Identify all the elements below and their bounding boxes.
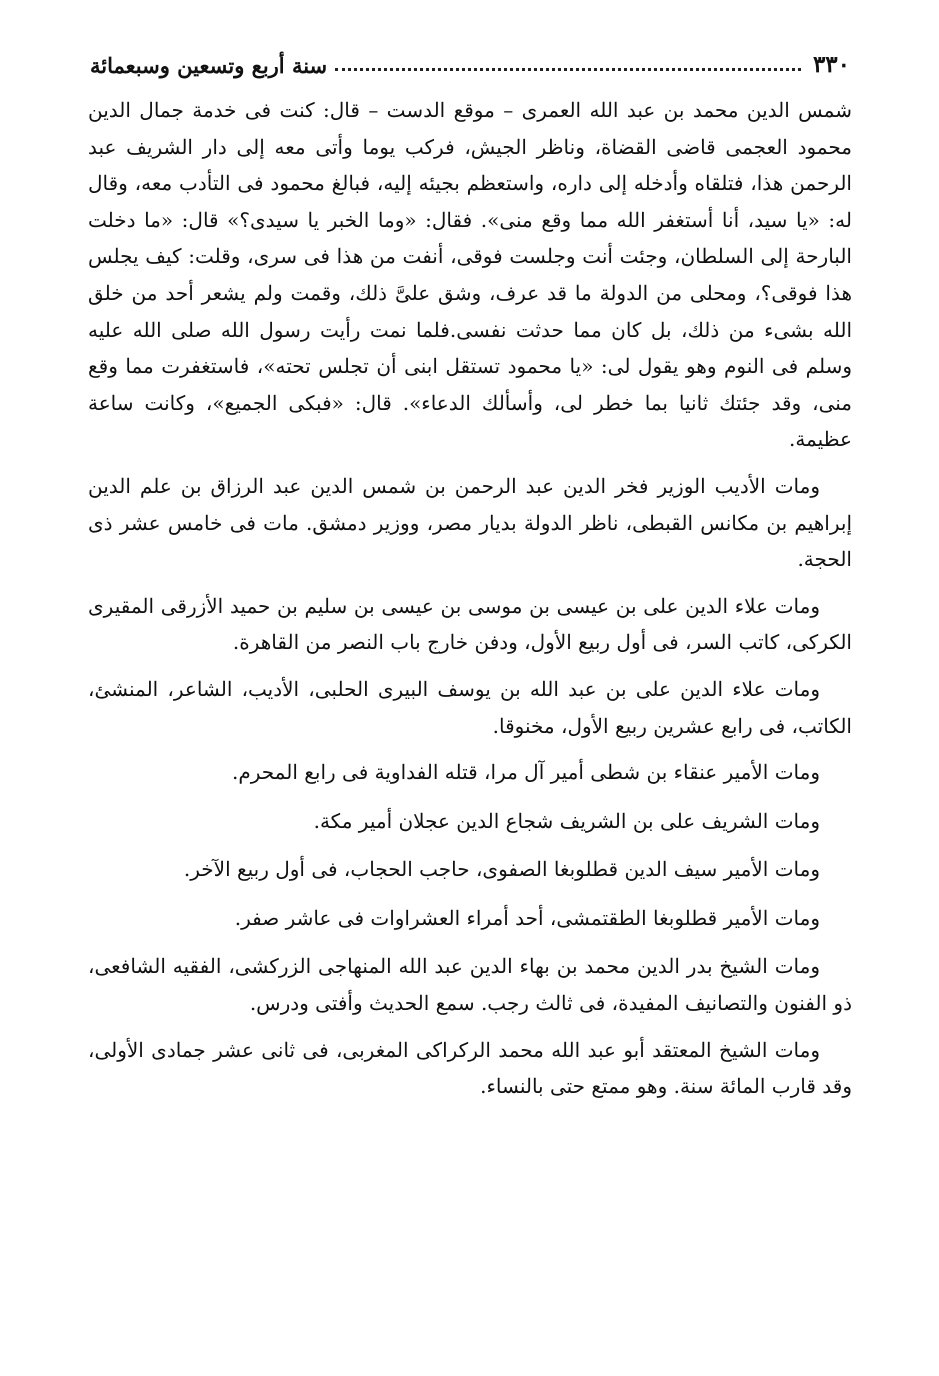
paragraph-continuation: شمس الدين محمد بن عبد الله العمرى – موقع الدست – قال: كنت فى خدمة جمال الدين محمود العجمى قاضى القضاة، وناظر الجيش، فركب يوما وأتى معه إلى دار الشريف عبد الرحمن هذا، فتلقاه وأدخله إلى داره، واستعظم بجيئه إليه، فبالغ محمود فى التأدب معه، وقال له: «يا سيد، أنا أستغفر الله مما وقع منى». فقال: «وما الخبر يا سيدى؟» قال: «ما دخلت البارحة إلى السلطان، وجئت أنت وجلست فوقى، أنفت من هذا فى سرى، وقلت: كيف يجلس هذا فوقى؟، ومحلى من الدولة ما قد عرف، وشق علىَّ ذلك، وقمت ولم يشعر أحد من خلق الله بشىء من ذلك، بل كان مما حدثت نفسى.فلما نمت رأيت رسول الله صلى الله عليه وسلم فى النوم وهو يقول لى: «يا محمود تستقل ابنى أن تجلس تحته»، فاستغفرت مما وقع منى، وقد جئتك ثانيا بما خطر لى، وأسألك الدعاء». قال: «فبكى الجميع»، وكانت ساعة عظيمة. (88, 98, 852, 452)
paragraph-obituary: ومات الشريف على بن الشريف شجاع الدين عجلان أمير مكة. (313, 808, 820, 833)
paragraph-obituary: ومات الأديب الوزير فخر الدين عبد الرحمن بن شمس الدين عبد الرزاق بن علم الدين إبراهيم بن مكانس القبطى، ناظر الدولة بديار مصر، ووزير دمشق. مات فى خامس عشر ذى الحجة. (88, 473, 852, 572)
paragraph-obituary: ومات علاء الدين على بن عيسى بن موسى بن عيسى بن سليم بن حميد الأزرقى المقيرى الكركى، كاتب السر، فى أول ربيع الأول، ودفن خارج باب النصر من القاهرة. (88, 593, 852, 655)
page-number: ٣٣٠ (812, 51, 850, 78)
page-header (90, 38, 850, 78)
page-body (88, 92, 852, 1115)
paragraph-obituary: ومات الشيخ بدر الدين محمد بن بهاء الدين عبد الله المنهاجى الزركشى، الفقيه الشافعى، ذو الفنون والتصانيف المفيدة، فى ثالث رجب. سمع الحديث وأفتى ودرس. (88, 954, 852, 1016)
paragraph-obituary: ومات الأمير عنقاء بن شطى أمير آل مرا، قتله الفداوية فى رابع المحرم. (232, 760, 820, 785)
header-leader-dots (335, 68, 801, 71)
paragraph-obituary: ومات الشيخ المعتقد أبو عبد الله محمد الركراكى المغربى، فى ثانى عشر جمادى الأولى، وقد قارب المائة سنة. وهو ممتع حتى بالنساء. (88, 1037, 852, 1099)
paragraph-obituary: ومات الأمير قطلوبغا الطقتمشى، أحد أمراء العشراوات فى عاشر صفر. (234, 905, 820, 930)
paragraph-obituary: ومات علاء الدين على بن عبد الله بن يوسف البيرى الحلبى، الأديب، الشاعر، المنشئ، الكاتب، فى رابع عشرين ربيع الأول، مخنوقا. (88, 676, 852, 738)
running-title: سنة أربع وتسعين وسبعمائة (90, 53, 328, 78)
paragraph-obituary: ومات الأمير سيف الدين قطلوبغا الصفوى، حاجب الحجاب، فى أول ربيع الآخر. (183, 857, 820, 882)
